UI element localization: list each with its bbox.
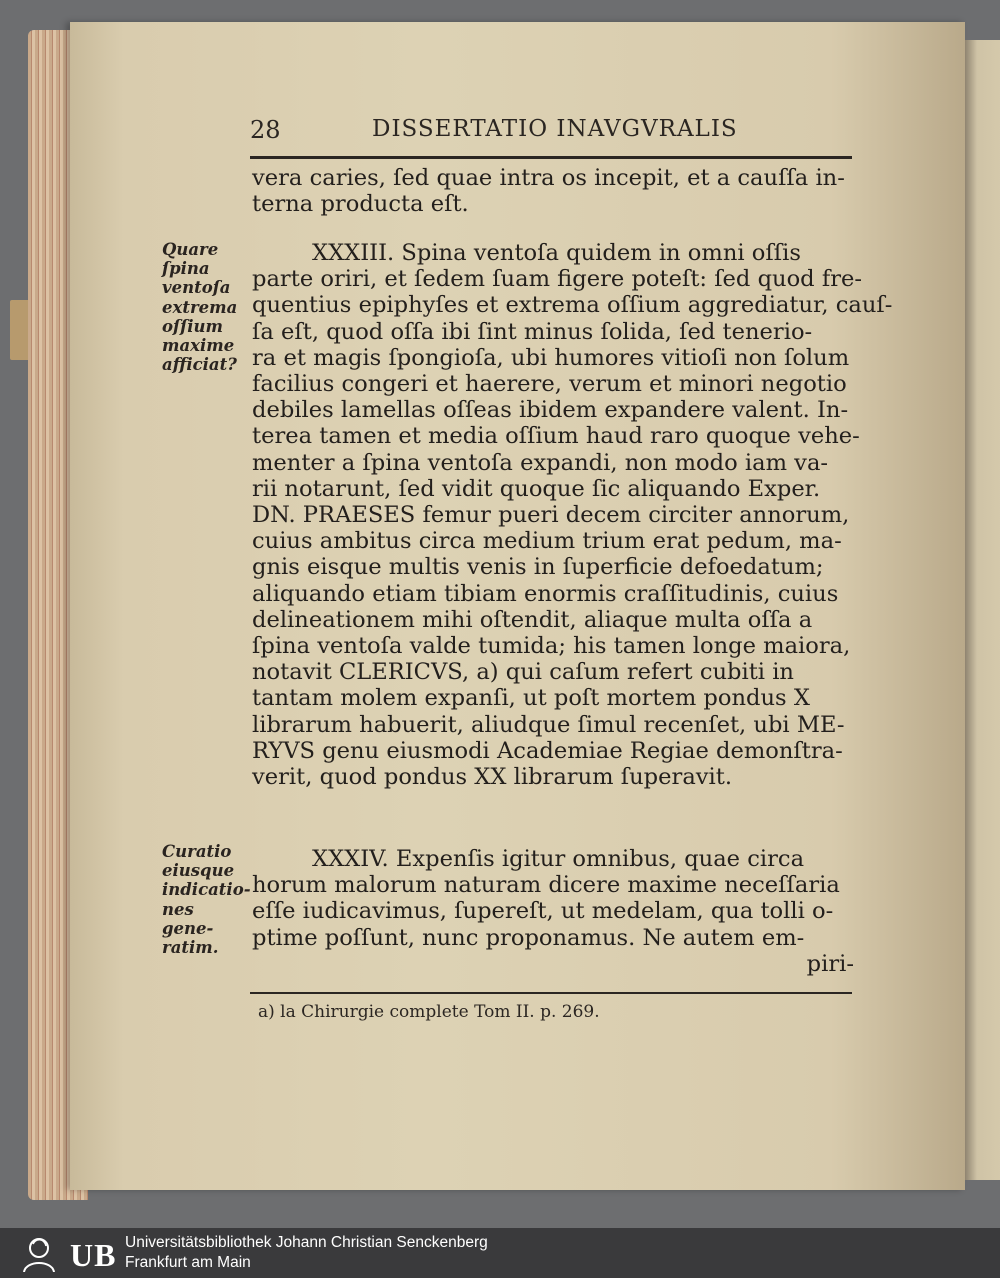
text-line: ra et magis ſpongioſa, ubi humores vitioſi non ſolum (252, 344, 850, 371)
text-line: XXXIV. Expenſis igitur omnibus, quae circa (312, 846, 805, 872)
library-footer (0, 1228, 1000, 1278)
text-line: ſpina ventoſa valde tumida; his tamen longe maiora, (252, 633, 851, 660)
text-line: rii notarunt, ſed vidit quoque ſic aliquando Exper. (252, 475, 821, 502)
text-line: vera caries, ſed quae intra os incepit, et a cauſſa in- (252, 165, 845, 191)
text-line: verit, quod pondus XX librarum ſuperavit. (252, 764, 733, 791)
text-line: ptime poſſunt, nunc proponamus. Ne autem em- (252, 924, 805, 951)
page-header (250, 112, 850, 152)
margin-line: maxime (162, 336, 235, 356)
margin-line: Quare (162, 240, 219, 259)
text-line: terea tamen et media oſſium haud raro quoque vehe- (252, 423, 860, 450)
footnote: a) la Chirurgie complete Tom II. p. 269. (258, 1002, 600, 1022)
text-line: tantam molem expanſi, ut poſt mortem pondus X (252, 685, 810, 712)
section-xxxiv (252, 846, 854, 977)
text-line: XXXIII. Spina ventoſa quidem in omni oſſis (312, 240, 801, 266)
text-line: ſa eſt, quod oſſa ibi ſint minus ſolida, ſed tenerio- (252, 318, 813, 345)
margin-line: indicatio- (162, 880, 251, 900)
paragraph-continuation (252, 165, 854, 217)
text-line: gnis eisque multis venis in ſuperficie defoedatum; (252, 554, 824, 581)
header-rule (250, 156, 852, 159)
text-line: eſſe iudicavimus, ſupereſt, ut medelam, qua tolli o- (252, 898, 834, 925)
text-line: delineationem mihi oſtendit, aliaque multa oſſa a (252, 606, 813, 633)
margin-line: nes gene- (162, 899, 214, 938)
library-logo (14, 1234, 118, 1272)
text-line: parte oriri, et ſedem ſuam figere poteſt: ſed quod fre- (252, 266, 862, 293)
text-line: menter a ſpina ventoſa expandi, non modo iam va- (252, 449, 829, 476)
margin-line: ratim. (162, 938, 219, 958)
bust-icon (14, 1234, 64, 1272)
margin-line: extrema (162, 297, 238, 317)
library-location: Frankfurt am Main (125, 1254, 251, 1271)
text-line: horum malorum naturam dicere maxime neceſſaria (252, 872, 840, 899)
text-line: facilius congeri et haerere, verum et minori negotio (252, 371, 847, 398)
facing-page-edge (965, 40, 1000, 1180)
section-xxxiii (252, 240, 893, 791)
footnote-rule (250, 992, 852, 994)
library-name: Universitätsbibliothek Johann Christian Senckenberg (125, 1234, 488, 1251)
running-title: DISSERTATIO INAVGVRALIS (372, 116, 738, 142)
margin-note-curatio (162, 842, 251, 958)
text-line: cuius ambitus circa medium trium erat pedum, ma- (252, 528, 842, 555)
text-line: quentius epiphyſes et extrema oſſium aggrediatur, cauſ- (252, 292, 893, 319)
logo-text: UB (70, 1237, 117, 1273)
text-line: debiles lamellas oſſeas ibidem expandere valent. In- (252, 397, 849, 424)
margin-line: ſpina (162, 259, 210, 279)
catchword: piri- (806, 950, 854, 977)
text-line: terna producta eſt. (252, 191, 469, 218)
margin-line: oſſium (162, 316, 223, 336)
margin-line: afficiat? (162, 355, 237, 375)
text-line: notavit CLERICVS, a) qui caſum refert cubiti in (252, 659, 794, 686)
margin-note-quare (162, 240, 244, 374)
margin-line: Curatio (162, 842, 232, 861)
text-line: DN. PRAESES femur pueri decem circiter annorum, (252, 502, 850, 529)
page-number: 28 (250, 116, 281, 144)
text-line: librarum habuerit, aliudque ſimul recenſet, ubi ME- (252, 711, 845, 738)
text-line: RYVS genu eiusmodi Academiae Regiae demonſtra- (252, 737, 843, 764)
text-line: aliquando etiam tibiam enormis craſſitudinis, cuius (252, 580, 839, 607)
margin-line: ventoſa (162, 278, 231, 298)
margin-line: eiusque (162, 861, 235, 881)
